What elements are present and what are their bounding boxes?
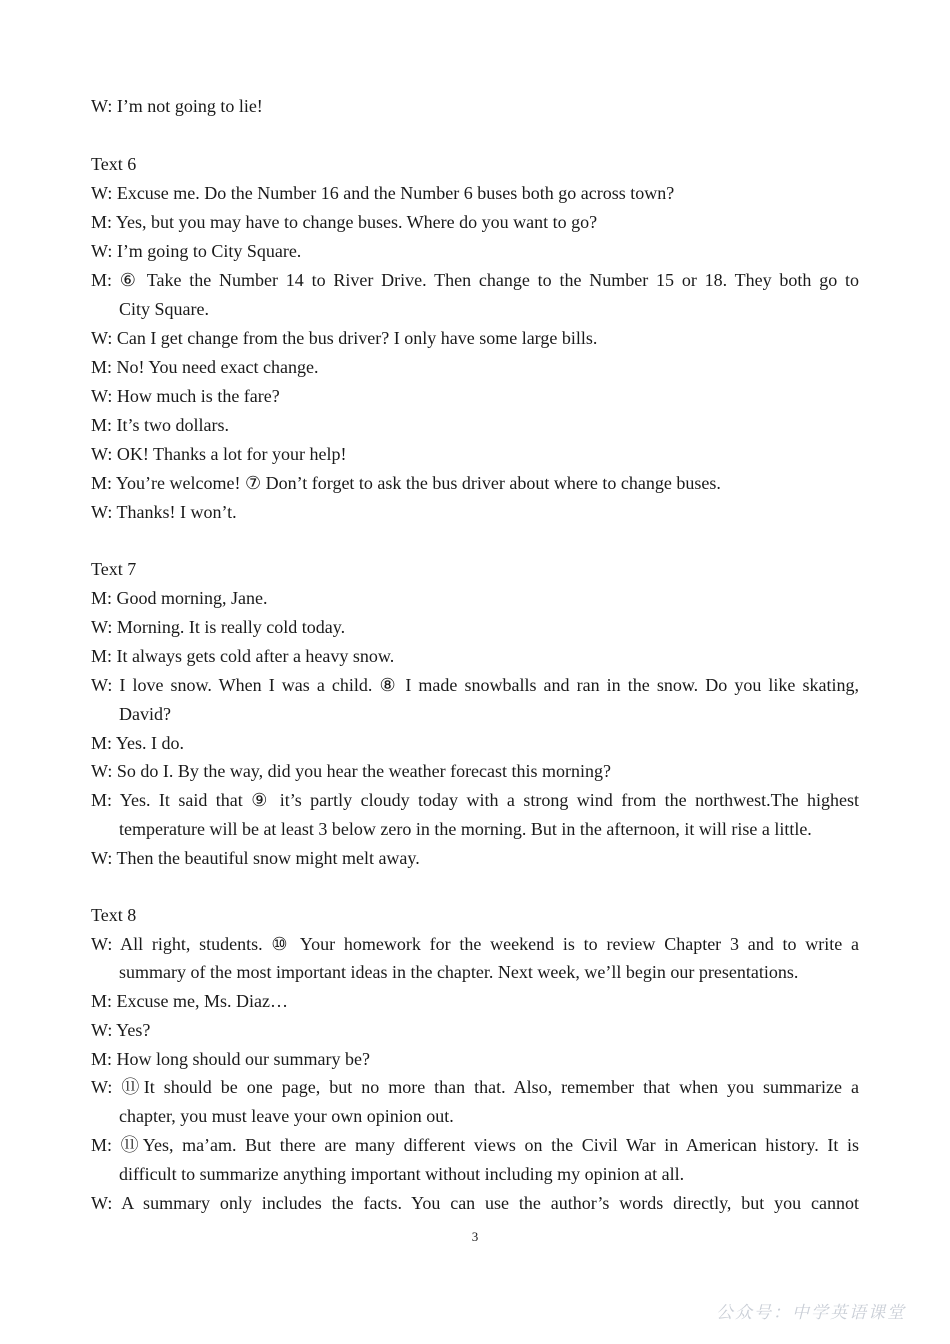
dialogue-line-continued: summary of the most important ideas in the chapter. Next week, we’ll begin our presentations. <box>119 962 799 982</box>
dialogue-line: M: Yes. It said that ⑨ it’s partly cloudy today with a strong wind from the northwest.The highest <box>91 790 859 810</box>
dialogue-line: W: Yes? <box>91 1020 151 1040</box>
dialogue-line: M: Good morning, Jane. <box>91 588 268 608</box>
dialogue-line: W: I love snow. When I was a child. ⑧ I made snowballs and ran in the snow. Do you like skating, <box>91 675 859 695</box>
dialogue-line: W: A summary only includes the facts. You can use the author’s words directly, but you cannot <box>91 1193 859 1213</box>
watermark: 公众号：中学英语课堂 <box>716 1303 906 1323</box>
dialogue-line: M: It always gets cold after a heavy snow. <box>91 646 395 666</box>
dialogue-line: W: Thanks! I won’t. <box>91 502 237 522</box>
dialogue-line: W: Excuse me. Do the Number 16 and the Number 6 buses both go across town? <box>91 183 675 203</box>
dialogue-line: M: ⑥ Take the Number 14 to River Drive. Then change to the Number 15 or 18. They both go to <box>91 270 859 290</box>
dialogue-line: W: ⑪It should be one page, but no more than that. Also, remember that when you summarize a <box>91 1077 859 1097</box>
dialogue-line-continued: City Square. <box>119 299 209 319</box>
dialogue-line-continued: difficult to summarize anything important without including my opinion at all. <box>119 1164 685 1184</box>
dialogue-line: W: So do I. By the way, did you hear the weather forecast this morning? <box>91 761 612 781</box>
dialogue-line: W: Then the beautiful snow might melt away. <box>91 848 420 868</box>
dialogue-line: M: How long should our summary be? <box>91 1049 370 1069</box>
dialogue-line: W: All right, students. ⑩ Your homework for the weekend is to review Chapter 3 and to write a <box>91 934 859 954</box>
dialogue-line: M: Yes. I do. <box>91 733 185 753</box>
section-heading: Text 6 <box>91 154 137 174</box>
dialogue-line: M: Yes, but you may have to change buses. Where do you want to go? <box>91 212 598 232</box>
section-heading: Text 8 <box>91 905 137 925</box>
dialogue-line: W: OK! Thanks a lot for your help! <box>91 444 347 464</box>
dialogue-line: W: Can I get change from the bus driver? I only have some large bills. <box>91 328 598 348</box>
dialogue-line-continued: temperature will be at least 3 below zero in the morning. But in the afternoon, it will rise a little. <box>119 819 812 839</box>
dialogue-line: M: It’s two dollars. <box>91 415 229 435</box>
section-heading: Text 7 <box>91 559 137 579</box>
page-number: 3 <box>471 1229 479 1244</box>
dialogue-line-continued: chapter, you must leave your own opinion out. <box>119 1106 454 1126</box>
dialogue-line: M: You’re welcome! ⑦ Don’t forget to ask the bus driver about where to change buses. <box>91 473 721 493</box>
dialogue-line-continued: David? <box>119 704 171 724</box>
dialogue-line: M: No! You need exact change. <box>91 357 319 377</box>
dialogue-line: M: ⑪Yes, ma’am. But there are many different views on the Civil War in American history. It is <box>91 1135 859 1155</box>
dialogue-line: W: I’m not going to lie! <box>91 96 263 116</box>
dialogue-line: W: Morning. It is really cold today. <box>91 617 346 637</box>
dialogue-line: M: Excuse me, Ms. Diaz… <box>91 991 288 1011</box>
dialogue-line: W: I’m going to City Square. <box>91 241 302 261</box>
dialogue-line: W: How much is the fare? <box>91 386 280 406</box>
